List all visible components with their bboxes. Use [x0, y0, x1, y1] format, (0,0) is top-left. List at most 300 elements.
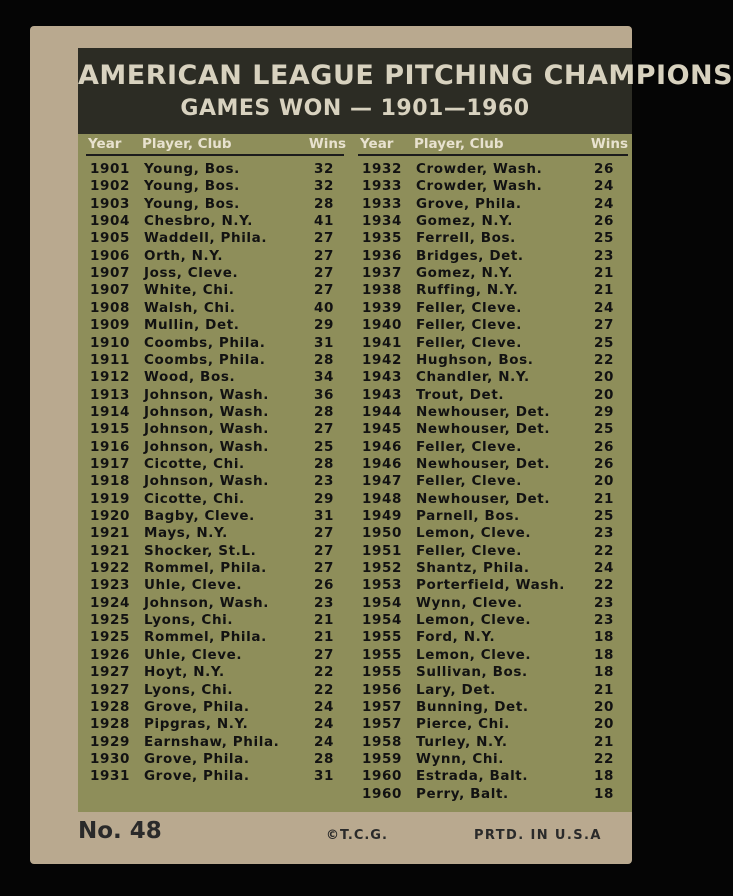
table-row	[362, 230, 626, 247]
player-cell: Mullin, Det.	[144, 317, 240, 334]
year-cell: 1953	[362, 577, 402, 594]
table-row	[362, 439, 626, 456]
year-cell: 1932	[362, 161, 402, 177]
table-row	[362, 248, 626, 265]
table-row	[362, 335, 626, 352]
year-cell: 1960	[362, 785, 402, 802]
player-cell: Johnson, Wash.	[144, 403, 269, 420]
wins-cell: 31	[314, 334, 334, 351]
wins-cell: 24	[594, 299, 614, 316]
table-row	[362, 629, 626, 646]
year-cell: 1940	[362, 317, 402, 334]
wins-cell: 29	[314, 317, 334, 334]
year-cell: 1924	[90, 594, 130, 611]
wins-header: Wins	[590, 136, 628, 152]
table-row	[362, 352, 626, 369]
table-row	[90, 473, 340, 490]
player-cell: Turley, N.Y.	[416, 733, 508, 750]
wins-cell: 20	[594, 473, 614, 490]
player-cell: Pierce, Chi.	[416, 716, 510, 733]
table-row	[90, 456, 340, 473]
player-cell: Feller, Cleve.	[416, 542, 522, 559]
player-cell: Orth, N.Y.	[144, 247, 224, 264]
wins-cell: 22	[314, 664, 334, 681]
player-cell: Waddell, Phila.	[144, 230, 268, 247]
wins-cell: 18	[594, 646, 614, 663]
table-row	[90, 491, 340, 508]
table-row	[362, 473, 626, 490]
wins-cell: 22	[594, 577, 614, 594]
year-cell: 1944	[362, 403, 402, 420]
wins-cell: 22	[594, 351, 614, 368]
wins-cell: 27	[314, 421, 334, 438]
year-cell: 1927	[90, 681, 130, 698]
table-row	[362, 196, 626, 213]
player-cell: Rommel, Phila.	[144, 629, 267, 646]
year-cell: 1947	[362, 473, 402, 490]
player-cell: Ruffing, N.Y.	[416, 282, 519, 299]
wins-cell: 27	[314, 265, 334, 282]
wins-header: Wins	[308, 136, 346, 152]
wins-cell: 24	[314, 716, 334, 733]
year-cell: 1928	[90, 716, 130, 733]
table-row	[90, 751, 340, 768]
player-cell: Feller, Cleve.	[416, 317, 522, 334]
player-cell: Newhouser, Det.	[416, 403, 551, 420]
year-cell: 1955	[362, 646, 402, 663]
year-cell: 1907	[90, 265, 130, 282]
wins-cell: 23	[314, 594, 334, 611]
wins-cell: 22	[594, 542, 614, 559]
year-cell: 1946	[362, 438, 402, 455]
card-title: AMERICAN LEAGUE PITCHING CHAMPIONS	[78, 60, 733, 91]
player-cell: Newhouser, Det.	[416, 455, 551, 472]
wins-cell: 27	[314, 646, 334, 663]
year-cell: 1951	[362, 542, 402, 559]
player-cell: Parnell, Bos.	[416, 508, 520, 524]
wins-cell: 18	[594, 768, 614, 785]
year-cell: 1943	[362, 369, 402, 386]
year-cell: 1903	[90, 195, 130, 212]
player-cell: Pipgras, N.Y.	[144, 716, 249, 733]
player-cell: Walsh, Chi.	[144, 299, 236, 316]
table-row	[362, 751, 626, 768]
wins-cell: 25	[594, 334, 614, 351]
wins-cell: 26	[314, 577, 334, 594]
player-cell: Young, Bos.	[144, 178, 240, 195]
table-row	[90, 213, 340, 230]
player-cell: Estrada, Balt.	[416, 768, 529, 785]
wins-cell: 31	[314, 508, 334, 524]
table-row	[362, 786, 626, 803]
wins-cell: 24	[594, 560, 614, 577]
year-cell: 1934	[362, 213, 402, 230]
year-cell: 1948	[362, 490, 402, 507]
player-cell: Coombs, Phila.	[144, 334, 266, 351]
table-row	[362, 404, 626, 421]
year-cell: 1911	[90, 351, 130, 368]
year-cell: 1949	[362, 508, 402, 524]
player-cell: Feller, Cleve.	[416, 334, 522, 351]
player-cell: Ford, N.Y.	[416, 629, 496, 646]
wins-cell: 21	[594, 490, 614, 507]
year-header: Year	[88, 136, 122, 152]
table-row	[362, 682, 626, 699]
player-cell: Joss, Cleve.	[144, 265, 239, 282]
player-cell: Gomez, N.Y.	[416, 265, 513, 282]
wins-cell: 21	[594, 733, 614, 750]
player-cell: Hughson, Bos.	[416, 351, 534, 368]
wins-cell: 29	[314, 490, 334, 507]
player-cell: Trout, Det.	[416, 386, 505, 403]
wins-cell: 18	[594, 785, 614, 802]
player-cell: Sullivan, Bos.	[416, 664, 528, 681]
table-row	[362, 161, 626, 178]
table-row	[90, 178, 340, 195]
table-row	[362, 612, 626, 629]
table-row	[90, 161, 340, 178]
player-cell: Newhouser, Det.	[416, 490, 551, 507]
table-row	[90, 716, 340, 733]
wins-cell: 23	[594, 594, 614, 611]
wins-cell: 23	[594, 247, 614, 264]
table-row	[90, 525, 340, 542]
year-cell: 1956	[362, 681, 402, 698]
table-row	[362, 317, 626, 334]
year-cell: 1936	[362, 247, 402, 264]
wins-cell: 24	[314, 733, 334, 750]
table-row	[362, 387, 626, 404]
year-cell: 1922	[90, 560, 130, 577]
player-cell: Ferrell, Bos.	[416, 230, 516, 247]
player-cell: Mays, N.Y.	[144, 525, 228, 542]
wins-cell: 28	[314, 195, 334, 212]
wins-cell: 24	[594, 195, 614, 212]
year-cell: 1910	[90, 334, 130, 351]
year-cell: 1958	[362, 733, 402, 750]
wins-cell: 25	[594, 421, 614, 438]
wins-cell: 27	[594, 317, 614, 334]
player-cell: Uhle, Cleve.	[144, 646, 243, 663]
card-subtitle: GAMES WON — 1901—1960	[180, 96, 530, 121]
table-row	[90, 265, 340, 282]
year-cell: 1952	[362, 560, 402, 577]
wins-cell: 22	[594, 750, 614, 767]
wins-cell: 36	[314, 386, 334, 403]
wins-cell: 21	[594, 265, 614, 282]
year-cell: 1913	[90, 386, 130, 403]
wins-cell: 27	[314, 282, 334, 299]
year-cell: 1917	[90, 455, 130, 472]
wins-cell: 24	[594, 178, 614, 195]
wins-cell: 28	[314, 403, 334, 420]
wins-cell: 27	[314, 560, 334, 577]
year-cell: 1930	[90, 750, 130, 767]
wins-cell: 21	[314, 612, 334, 629]
player-cell: Coombs, Phila.	[144, 351, 266, 368]
year-header: Year	[360, 136, 394, 152]
player-cell: Lyons, Chi.	[144, 681, 234, 698]
year-cell: 1939	[362, 299, 402, 316]
wins-cell: 29	[594, 403, 614, 420]
table-row	[90, 421, 340, 438]
player-cell: Lemon, Cleve.	[416, 646, 532, 663]
wins-cell: 22	[314, 681, 334, 698]
wins-cell: 25	[594, 508, 614, 524]
player-cell: Grove, Phila.	[144, 768, 250, 785]
wins-cell: 25	[594, 230, 614, 247]
player-cell: Chesbro, N.Y.	[144, 213, 254, 230]
table-row	[90, 577, 340, 594]
player-cell: Feller, Cleve.	[416, 438, 522, 455]
year-cell: 1960	[362, 768, 402, 785]
table-row	[90, 300, 340, 317]
year-cell: 1909	[90, 317, 130, 334]
year-cell: 1921	[90, 525, 130, 542]
player-cell: Cicotte, Chi.	[144, 490, 245, 507]
year-cell: 1957	[362, 698, 402, 715]
wins-cell: 27	[314, 542, 334, 559]
left-column-header	[88, 136, 346, 153]
player-cell: Johnson, Wash.	[144, 421, 269, 438]
year-cell: 1938	[362, 282, 402, 299]
card-number: No. 48	[78, 818, 162, 844]
year-cell: 1901	[90, 161, 130, 177]
wins-cell: 21	[594, 282, 614, 299]
year-cell: 1908	[90, 299, 130, 316]
wins-cell: 20	[594, 698, 614, 715]
year-cell: 1905	[90, 230, 130, 247]
year-cell: 1927	[90, 664, 130, 681]
table-row	[90, 282, 340, 299]
table-row	[90, 664, 340, 681]
player-cell: Wynn, Chi.	[416, 750, 505, 767]
year-cell: 1929	[90, 733, 130, 750]
year-cell: 1954	[362, 594, 402, 611]
year-cell: 1923	[90, 577, 130, 594]
player-cell: Rommel, Phila.	[144, 560, 267, 577]
table-row	[362, 734, 626, 751]
table-row	[362, 525, 626, 542]
table-row	[362, 421, 626, 438]
wins-cell: 26	[594, 455, 614, 472]
table-row	[362, 456, 626, 473]
table-row	[90, 647, 340, 664]
wins-cell: 40	[314, 299, 334, 316]
year-cell: 1955	[362, 664, 402, 681]
wins-cell: 18	[594, 629, 614, 646]
table-row	[362, 716, 626, 733]
table-row	[90, 369, 340, 386]
wins-cell: 18	[594, 664, 614, 681]
table-row	[90, 560, 340, 577]
year-cell: 1920	[90, 508, 130, 524]
year-cell: 1957	[362, 716, 402, 733]
player-cell: Bagby, Cleve.	[144, 508, 255, 524]
player-cell: Shocker, St.L.	[144, 542, 257, 559]
wins-cell: 26	[594, 213, 614, 230]
player-cell: Lyons, Chi.	[144, 612, 234, 629]
table-row	[90, 335, 340, 352]
wins-cell: 24	[314, 698, 334, 715]
year-cell: 1925	[90, 629, 130, 646]
wins-cell: 28	[314, 351, 334, 368]
table-row	[90, 768, 340, 785]
player-cell: Johnson, Wash.	[144, 438, 269, 455]
player-cell: Feller, Cleve.	[416, 299, 522, 316]
player-cell: Wood, Bos.	[144, 369, 236, 386]
table-row	[362, 595, 626, 612]
year-cell: 1907	[90, 282, 130, 299]
year-cell: 1928	[90, 698, 130, 715]
table-row	[362, 543, 626, 560]
player-cell: Bunning, Det.	[416, 698, 529, 715]
table-row	[90, 543, 340, 560]
wins-cell: 32	[314, 178, 334, 195]
year-cell: 1914	[90, 403, 130, 420]
table-row	[362, 491, 626, 508]
player-cell: Uhle, Cleve.	[144, 577, 243, 594]
year-cell: 1906	[90, 247, 130, 264]
player-cell: Lary, Det.	[416, 681, 496, 698]
player-cell: Grove, Phila.	[144, 698, 250, 715]
player-cell: Young, Bos.	[144, 195, 240, 212]
player-cell: Earnshaw, Phila.	[144, 733, 280, 750]
year-cell: 1946	[362, 455, 402, 472]
table-row	[362, 300, 626, 317]
year-cell: 1954	[362, 612, 402, 629]
table-row	[90, 387, 340, 404]
player-cell: Perry, Balt.	[416, 785, 509, 802]
wins-cell: 23	[594, 612, 614, 629]
player-cell: White, Chi.	[144, 282, 235, 299]
table-row	[362, 577, 626, 594]
table-row	[362, 664, 626, 681]
player-cell: Grove, Phila.	[416, 195, 522, 212]
player-cell: Feller, Cleve.	[416, 473, 522, 490]
wins-cell: 34	[314, 369, 334, 386]
wins-cell: 21	[594, 681, 614, 698]
player-cell: Crowder, Wash.	[416, 161, 543, 177]
player-cell: Grove, Phila.	[144, 750, 250, 767]
table-row	[362, 560, 626, 577]
wins-cell: 31	[314, 768, 334, 785]
table-row	[362, 282, 626, 299]
table-row	[90, 404, 340, 421]
wins-cell: 28	[314, 750, 334, 767]
table-row	[90, 612, 340, 629]
year-cell: 1916	[90, 438, 130, 455]
player-header: Player, Club	[142, 136, 232, 152]
wins-cell: 21	[314, 629, 334, 646]
year-cell: 1955	[362, 629, 402, 646]
wins-cell: 20	[594, 369, 614, 386]
year-cell: 1937	[362, 265, 402, 282]
table-row	[362, 178, 626, 195]
player-cell: Gomez, N.Y.	[416, 213, 513, 230]
table-row	[90, 230, 340, 247]
table-row	[90, 734, 340, 751]
table-row	[90, 699, 340, 716]
year-cell: 1950	[362, 525, 402, 542]
player-cell: Crowder, Wash.	[416, 178, 543, 195]
player-cell: Johnson, Wash.	[144, 594, 269, 611]
player-cell: Bridges, Det.	[416, 247, 524, 264]
table-row	[362, 508, 626, 525]
year-cell: 1904	[90, 213, 130, 230]
year-cell: 1925	[90, 612, 130, 629]
wins-cell: 27	[314, 230, 334, 247]
player-cell: Porterfield, Wash.	[416, 577, 565, 594]
table-row	[362, 369, 626, 386]
year-cell: 1915	[90, 421, 130, 438]
player-cell: Hoyt, N.Y.	[144, 664, 225, 681]
table-row	[362, 699, 626, 716]
year-cell: 1902	[90, 178, 130, 195]
year-cell: 1926	[90, 646, 130, 663]
table-row	[362, 768, 626, 785]
player-cell: Johnson, Wash.	[144, 473, 269, 490]
wins-cell: 27	[314, 247, 334, 264]
year-cell: 1919	[90, 490, 130, 507]
table-row	[362, 647, 626, 664]
wins-cell: 20	[594, 386, 614, 403]
table-row	[90, 248, 340, 265]
year-cell: 1945	[362, 421, 402, 438]
header-banner	[78, 48, 733, 134]
right-column-header	[360, 136, 628, 153]
table-row	[362, 213, 626, 230]
right-header-rule	[358, 154, 628, 156]
table-row	[90, 439, 340, 456]
year-cell: 1942	[362, 351, 402, 368]
table-row	[90, 196, 340, 213]
wins-cell: 26	[594, 161, 614, 177]
year-cell: 1943	[362, 386, 402, 403]
wins-cell: 28	[314, 455, 334, 472]
wins-cell: 20	[594, 716, 614, 733]
table-row	[90, 629, 340, 646]
wins-cell: 32	[314, 161, 334, 177]
wins-cell: 25	[314, 438, 334, 455]
year-cell: 1921	[90, 542, 130, 559]
wins-cell: 27	[314, 525, 334, 542]
year-cell: 1933	[362, 178, 402, 195]
table-row	[90, 595, 340, 612]
table-row	[362, 265, 626, 282]
player-cell: Wynn, Cleve.	[416, 594, 523, 611]
wins-cell: 23	[594, 525, 614, 542]
wins-cell: 23	[314, 473, 334, 490]
player-cell: Shantz, Phila.	[416, 560, 530, 577]
wins-cell: 26	[594, 438, 614, 455]
left-header-rule	[86, 154, 344, 156]
table-row	[90, 682, 340, 699]
copyright: ©T.C.G.	[326, 828, 388, 843]
player-cell: Lemon, Cleve.	[416, 612, 532, 629]
wins-cell: 41	[314, 213, 334, 230]
table-row	[90, 508, 340, 525]
printed-in: PRTD. IN U.S.A	[474, 828, 602, 843]
player-cell: Johnson, Wash.	[144, 386, 269, 403]
year-cell: 1941	[362, 334, 402, 351]
player-cell: Young, Bos.	[144, 161, 240, 177]
year-cell: 1935	[362, 230, 402, 247]
player-header: Player, Club	[414, 136, 504, 152]
player-cell: Cicotte, Chi.	[144, 455, 245, 472]
year-cell: 1959	[362, 750, 402, 767]
year-cell: 1912	[90, 369, 130, 386]
